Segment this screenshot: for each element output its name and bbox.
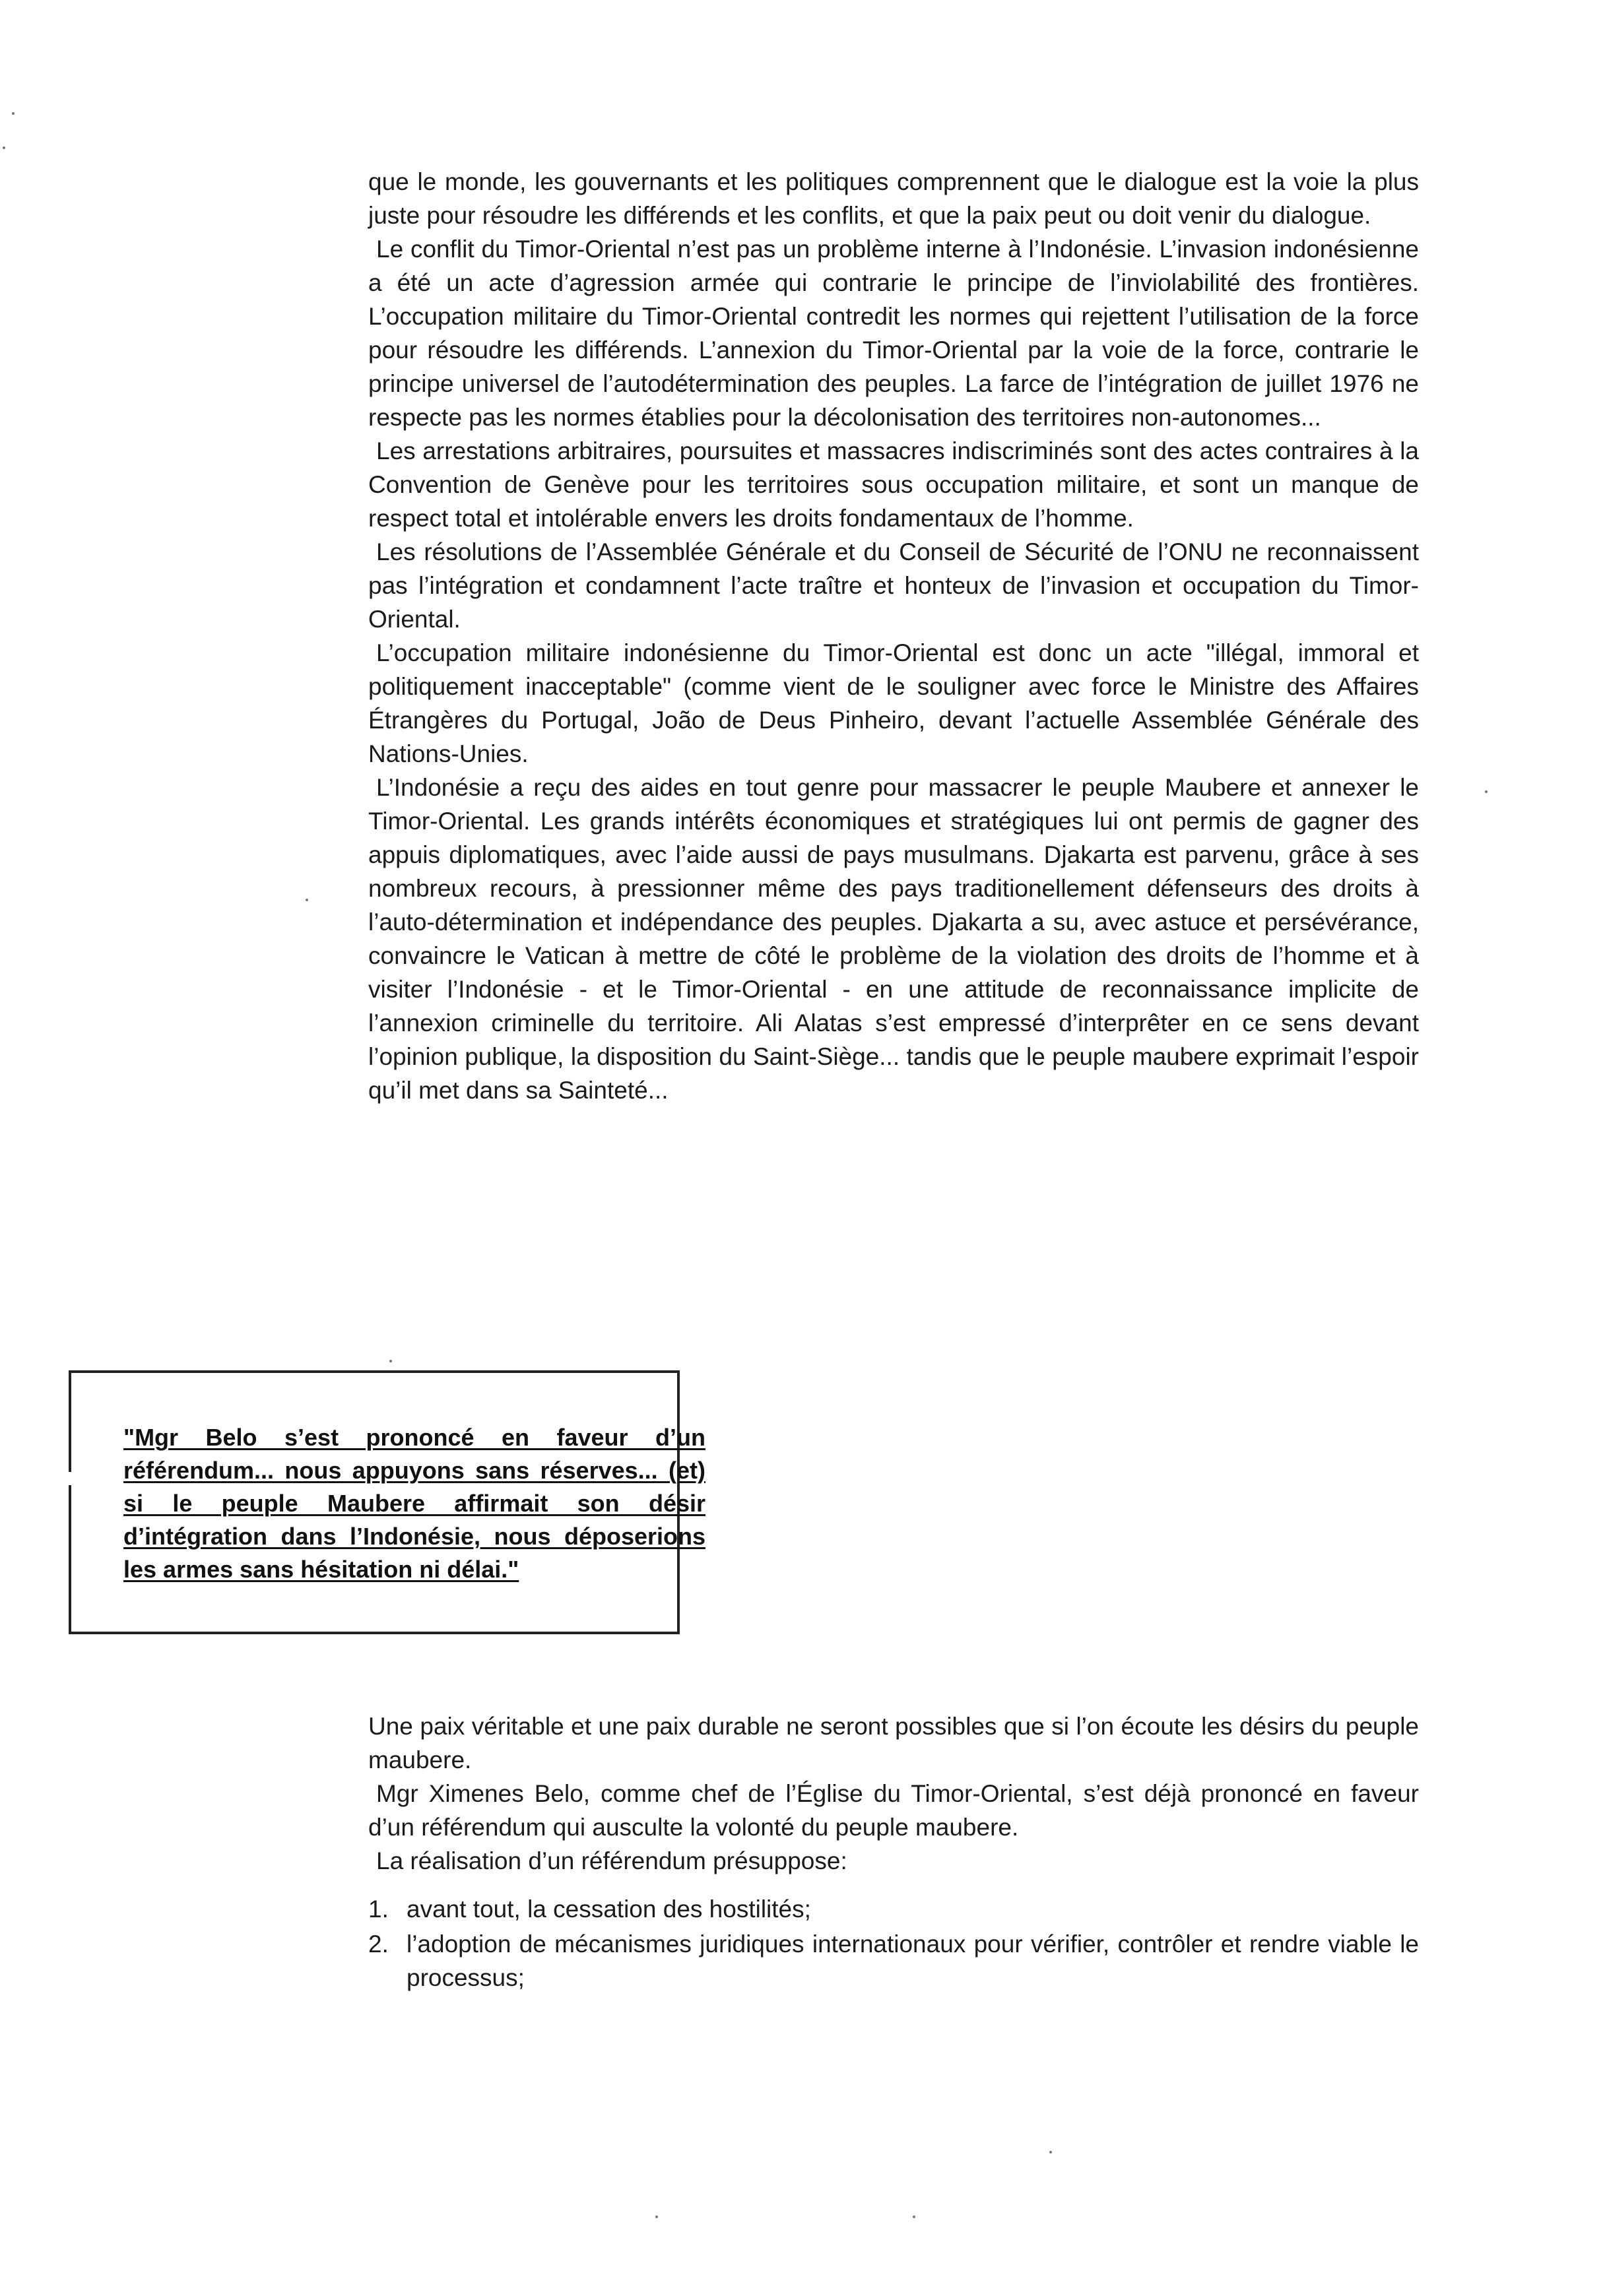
paragraph-indonesia-aid: L’Indonésie a reçu des aides en tout genre pour massacrer le peuple Maubere et annexer le Timor-Oriental. Les grands intérêts économiques et stratégiques lui ont permis de gagner des appuis diplomatiques, avec l’aide aussi de pays musulmans. Djakarta est parvenu, grâce à ses nombreux recours, à pressionner même des pays traditionellement défenseurs des droits à l’auto-détermination et indépendance des peuples. Djakarta a su, avec astuce et persévérance, convaincre le Vatican à mettre de côté le problème de la violation des droits de l’homme et à visiter l’Indonésie - et le Timor-Oriental - en une attitude de reconnaissance implicite de l’annexion criminelle du territoire. Ali Alatas s’est empressé d’interprêter en ce sens devant l’opinion publique, la disposition du Saint-Siège... tandis que le peuple maubere exprimait l’espoir qu’il met dans sa Sainteté... bbox=[368, 774, 1419, 1104]
paragraph-arrests: Les arrestations arbitraires, poursuites et massacres indiscriminés sont des actes contraires à la Convention de Genève pour les territoires sous occupation militaire, et sont un manque de respect total et intolérable envers les droits fondamentaux de l’homme. bbox=[368, 437, 1419, 532]
paragraph-dialogue: que le monde, les gouvernants et les politiques comprennent que le dialogue est la voie la plus juste pour résoudre les différends et les conflits, et que la paix peut ou doit venir du dialogue. bbox=[368, 168, 1419, 229]
pull-quote: "Mgr Belo s’est prononcé en faveur d’un référendum... nous appuyons sans réserves... (et) si le peuple Maubere affirmait son désir d’intégration dans l’Indonésie, nous déposerions les armes sans hésitation ni délai." bbox=[123, 1424, 705, 1583]
paragraph-true-peace: Une paix véritable et une paix durable ne seront possibles que si l’on écoute les désirs du peuple maubere. bbox=[368, 1713, 1419, 1773]
paragraph-belo-referendum: Mgr Ximenes Belo, comme chef de l’Église du Timor-Oriental, s’est déjà prononcé en faveur d’un référendum qui ausculte la volonté du peuple maubere. bbox=[368, 1780, 1419, 1841]
scan-speck bbox=[1485, 790, 1488, 793]
numbered-list bbox=[368, 1892, 1419, 1994]
scan-speck bbox=[655, 2216, 658, 2218]
list-item bbox=[368, 1927, 1419, 1994]
list-item-number: 2. bbox=[368, 1930, 389, 1958]
list-item-text: avant tout, la cessation des hostilités; bbox=[407, 1896, 811, 1923]
scan-speck bbox=[1049, 2151, 1052, 2153]
list-item bbox=[368, 1892, 1419, 1926]
paragraph-conflict: Le conflit du Timor-Oriental n’est pas un problème interne à l’Indonésie. L’invasion indonésienne a été un acte d’agression armée qui contrarie le principe de l’inviolabilité des frontières. L’occupation militaire du Timor-Oriental contredit les normes qui rejettent l’utilisation de la force pour résoudre les différends. L’annexion du Timor-Oriental par la voie de la force, contrarie le principe universel de l’autodétermination des peuples. La farce de l’intégration de juillet 1976 ne respecte pas les normes établies pour la décolonisation des territoires non-autonomes... bbox=[368, 236, 1419, 431]
scan-speck bbox=[12, 112, 15, 115]
scan-speck bbox=[389, 1360, 392, 1362]
scan-speck bbox=[3, 146, 5, 149]
scan-speck bbox=[913, 2216, 915, 2218]
paragraph-illegal-occupation: L’occupation militaire indonésienne du Timor-Oriental est donc un acte "illégal, immoral et politiquement inacceptable" (comme vient de le souligner avec force le Ministre des Affaires Étrangères du Portugal, João de Deus Pinheiro, devant l’actuelle Assemblée Générale des Nations-Unies. bbox=[368, 639, 1419, 767]
quote-box bbox=[69, 1370, 705, 1634]
list-item-number: 1. bbox=[368, 1896, 389, 1923]
paragraph-un-resolutions: Les résolutions de l’Assemblée Générale et du Conseil de Sécurité de l’ONU ne reconnaissent pas l’intégration et condamnent l’acte traître et honteux de l’invasion et occupation du Timor-Oriental. bbox=[368, 538, 1419, 633]
bottom-text-column bbox=[368, 1709, 1419, 1996]
scan-speck bbox=[306, 899, 308, 901]
border-gap bbox=[67, 1472, 73, 1485]
top-text-column bbox=[368, 165, 1419, 1107]
list-item-text: l’adoption de mécanismes juridiques internationaux pour vérifier, contrôler et rendre viable le processus; bbox=[407, 1930, 1419, 1991]
paragraph-referendum-presupposes: La réalisation d’un référendum présuppose: bbox=[376, 1847, 847, 1874]
